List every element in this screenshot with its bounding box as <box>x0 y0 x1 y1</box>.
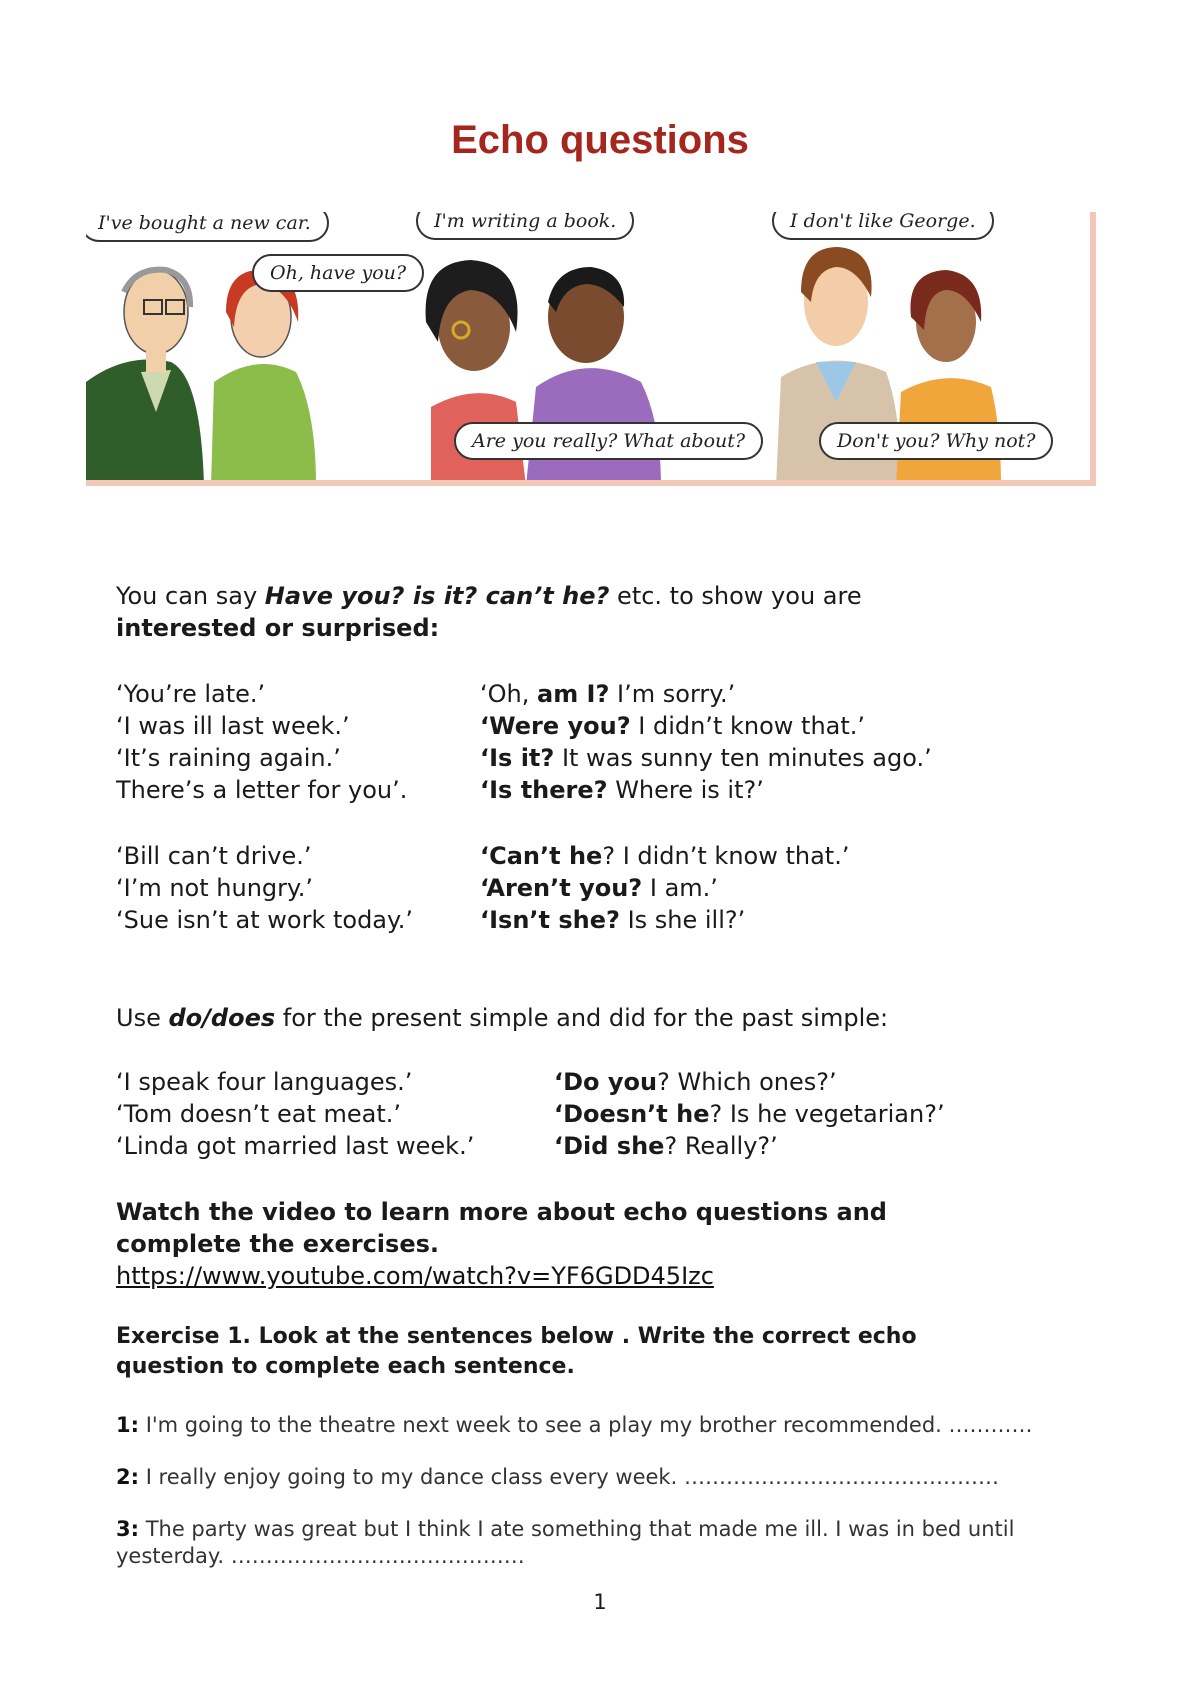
cartoon-illustration <box>86 212 1096 486</box>
example-statement: ‘You’re late.’ <box>116 680 266 708</box>
use-do-does-line: Use do/does for the present simple and did for the past simple: <box>116 1004 889 1032</box>
speech-bubble-3: I'm writing a book. <box>416 212 634 240</box>
page-number: 1 <box>593 1590 607 1614</box>
example-statement: There’s a letter for you’. <box>116 776 408 804</box>
man-glasses-figure <box>86 270 204 486</box>
example-statement: ‘I was ill last week.’ <box>116 712 350 740</box>
example-statement: ‘It’s raining again.’ <box>116 744 341 772</box>
exercise-heading-line-1: Exercise 1. Look at the sentences below . Write the correct echo <box>116 1324 917 1349</box>
woman-red-hair-figure <box>211 270 316 486</box>
do-does-emphasis: do/does <box>168 1004 276 1032</box>
example-statement: ‘Tom doesn’t eat meat.’ <box>116 1100 401 1128</box>
intro-emphasis: Have you? is it? can’t he? <box>264 582 610 610</box>
exercise-item-3: 3: The party was great but I think I ate something that made me ill. I was in bed until yesterday. …………………………………… <box>116 1517 1015 1568</box>
example-statement: ‘I’m not hungry.’ <box>116 874 314 902</box>
example-response: ‘Did she? Really?’ <box>554 1132 778 1160</box>
intro-text-1: You can say <box>116 582 265 610</box>
speech-bubble-1: I've bought a new car. <box>86 212 329 242</box>
intro-paragraph <box>116 580 1016 644</box>
example-response: ‘Is there? Where is it?’ <box>480 776 764 804</box>
example-response: ‘Oh, am I? I’m sorry.’ <box>480 680 736 708</box>
exercise-heading-line-2: question to complete each sentence. <box>116 1354 575 1379</box>
speech-bubble-4: Are you really? What about? <box>454 422 763 460</box>
speech-bubble-5: I don't like George. <box>772 212 994 240</box>
example-statement: ‘Linda got married last week.’ <box>116 1132 475 1160</box>
example-response: ‘Aren’t you? I am.’ <box>480 874 718 902</box>
page-title: Echo questions <box>451 118 749 162</box>
example-statement: ‘Bill can’t drive.’ <box>116 842 312 870</box>
example-response: ‘Do you? Which ones?’ <box>554 1068 837 1096</box>
intro-bold: interested or surprised: <box>116 614 440 642</box>
speech-bubble-6: Don't you? Why not? <box>819 422 1053 460</box>
watch-video-line-2: complete the exercises. <box>116 1230 439 1258</box>
example-response: ‘Doesn’t he? Is he vegetarian?’ <box>554 1100 945 1128</box>
exercise-item-2: 2: I really enjoy going to my dance class every week. ……………………………………… <box>116 1465 999 1489</box>
example-statement: ‘I speak four languages.’ <box>116 1068 413 1096</box>
example-response: ‘Is it? It was sunny ten minutes ago.’ <box>480 744 932 772</box>
example-statement: ‘Sue isn’t at work today.’ <box>116 906 414 934</box>
watch-video-line-1: Watch the video to learn more about echo questions and <box>116 1198 887 1226</box>
example-response: ‘Were you? I didn’t know that.’ <box>480 712 866 740</box>
exercise-item-1: 1: I'm going to the theatre next week to see a play my brother recommended. ………… <box>116 1413 1033 1437</box>
example-response: ‘Can’t he? I didn’t know that.’ <box>480 842 850 870</box>
example-response: ‘Isn’t she? Is she ill?’ <box>480 906 746 934</box>
speech-bubble-2: Oh, have you? <box>252 254 424 292</box>
youtube-video-link[interactable]: https://www.youtube.com/watch?v=YF6GDD45Izc <box>116 1262 714 1290</box>
intro-text-2: etc. to show you are <box>609 582 862 610</box>
